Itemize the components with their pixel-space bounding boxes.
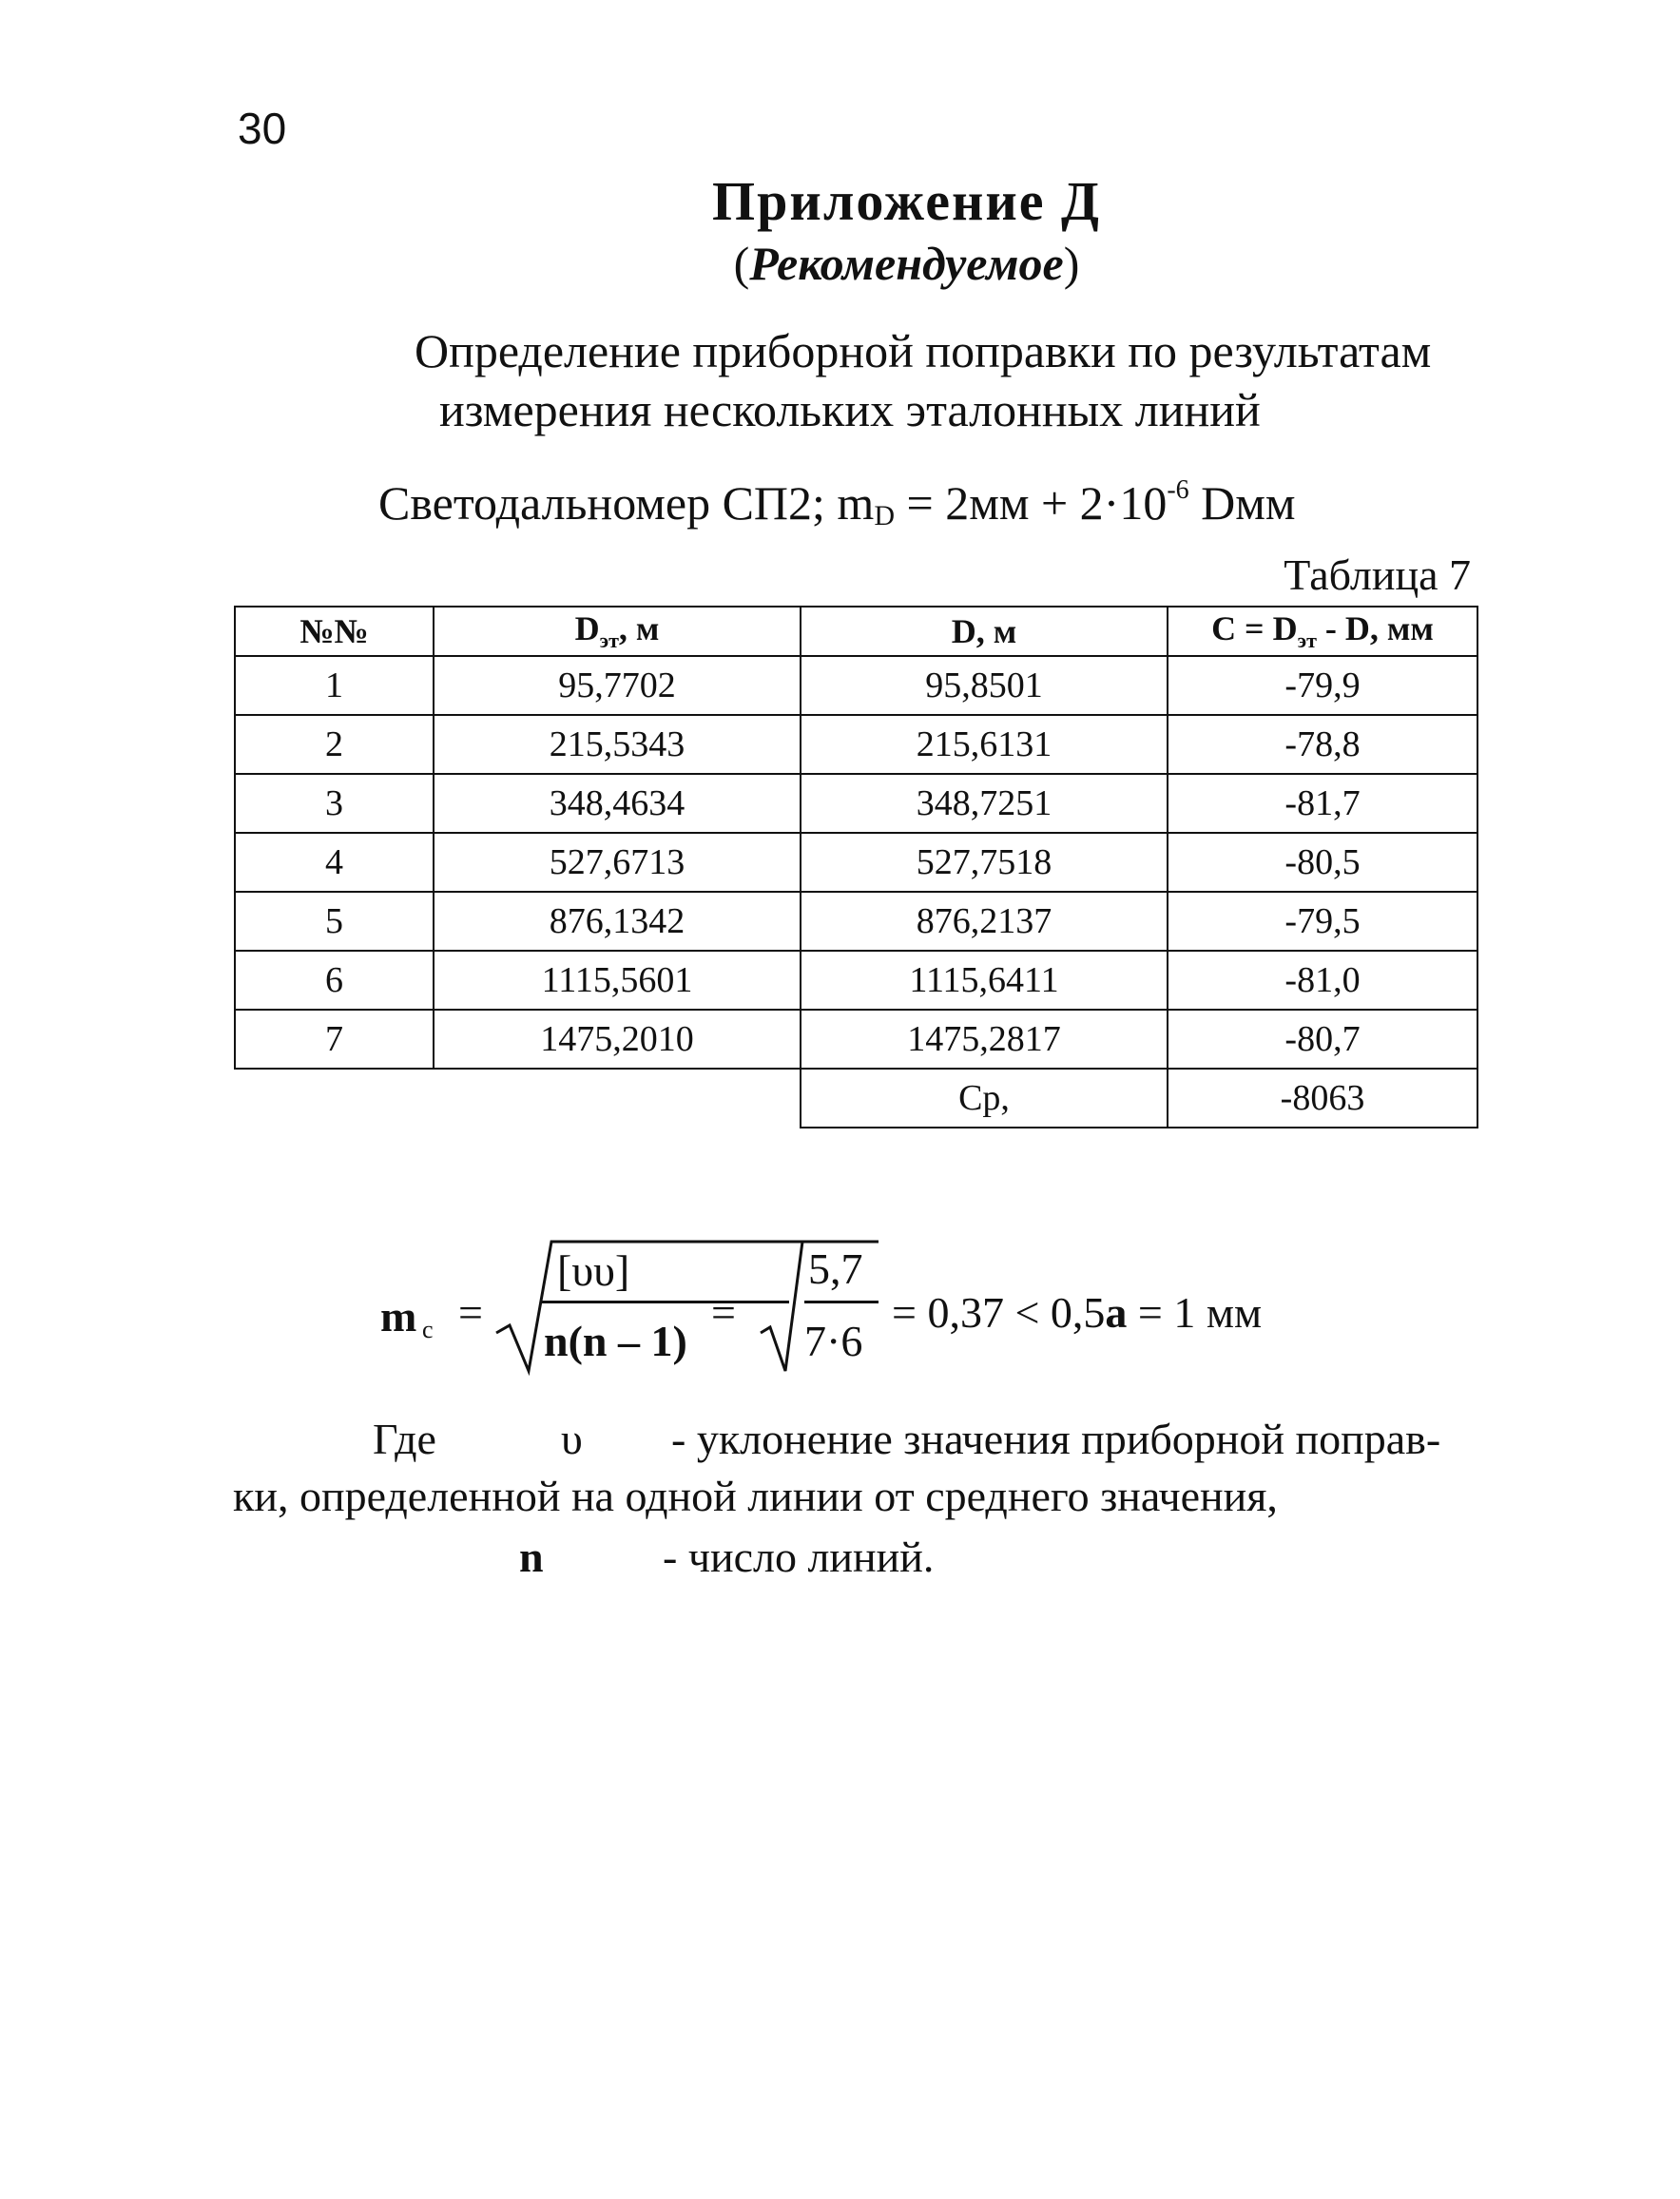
table-caption: Таблица 7 [1284, 550, 1471, 599]
cell-index: 5 [235, 892, 434, 951]
formula-eq-1: = [458, 1288, 483, 1337]
table-row [235, 833, 1477, 892]
symbol-v: υ [561, 1415, 583, 1463]
formula-lhs-sub: c [422, 1316, 434, 1343]
table-row [235, 656, 1477, 715]
cell-correction: -80,7 [1168, 1010, 1477, 1069]
appendix-subtitle-text: Рекомендуемое [749, 237, 1064, 290]
v-description-line-2: ки, определенной на одной линии от среднего значения, [233, 1472, 1278, 1520]
formula-result: = 0,37 < 0,5a = 1 мм [892, 1288, 1263, 1337]
cell-correction: -81,0 [1168, 951, 1477, 1010]
cell-measured-distance: 1115,6411 [801, 951, 1168, 1010]
cell-reference-distance: 95,7702 [434, 656, 801, 715]
header-index: №№ [235, 607, 434, 656]
cell-measured-distance: 348,7251 [801, 774, 1168, 833]
cell-measured-distance: 876,2137 [801, 892, 1168, 951]
cell-index: 4 [235, 833, 434, 892]
fraction-line-2 [804, 1301, 879, 1303]
device-suffix: Dмм [1188, 476, 1296, 530]
device-sup: -6 [1167, 475, 1189, 505]
appendix-subtitle: (Рекомендуемое) [733, 237, 1080, 290]
table-row [235, 951, 1477, 1010]
cell-measured-distance: 1475,2817 [801, 1010, 1168, 1069]
cell-correction: -81,7 [1168, 774, 1477, 833]
cell-correction: -79,9 [1168, 656, 1477, 715]
formula-numerator-1: [υυ] [557, 1246, 630, 1295]
section-heading-line-1: Определение приборной поправки по результатам [415, 324, 1432, 377]
table-row [235, 1010, 1477, 1069]
cell-reference-distance: 527,6713 [434, 833, 801, 892]
cell-index: 1 [235, 656, 434, 715]
summary-value: -8063 [1168, 1069, 1477, 1128]
formula-lhs: m [380, 1292, 417, 1341]
n-description: - число линий. [663, 1533, 935, 1581]
v-description-line-1: - уклонение значения приборной поправ- [671, 1415, 1441, 1463]
blank-cell [434, 1069, 801, 1128]
cell-reference-distance: 1115,5601 [434, 951, 801, 1010]
device-prefix: Светодальномер СП2; m [378, 476, 875, 530]
cell-correction: -79,5 [1168, 892, 1477, 951]
header-correction: $C = D_{эт} - D$, мм [1168, 607, 1477, 656]
cell-reference-distance: 348,4634 [434, 774, 801, 833]
table-header-row [235, 607, 1477, 656]
cell-measured-distance: 215,6131 [801, 715, 1168, 774]
cell-correction: -78,8 [1168, 715, 1477, 774]
cell-measured-distance: 95,8501 [801, 656, 1168, 715]
cell-reference-distance: 876,1342 [434, 892, 801, 951]
blank-cell [235, 1069, 434, 1128]
fraction-line-1 [540, 1301, 789, 1303]
cell-index: 6 [235, 951, 434, 1010]
summary-label: Ср, [801, 1069, 1168, 1128]
table-row [235, 715, 1477, 774]
formula [380, 1236, 1331, 1388]
data-table [234, 606, 1478, 1128]
cell-correction: -80,5 [1168, 833, 1477, 892]
table-row [235, 774, 1477, 833]
cell-reference-distance: 1475,2010 [434, 1010, 801, 1069]
cell-reference-distance: 215,5343 [434, 715, 801, 774]
formula-denominator-1: n(n – 1) [544, 1317, 687, 1365]
formula-numerator-2: 5,7 [808, 1244, 863, 1293]
page-number: 30 [238, 104, 287, 153]
where-label: Где [373, 1415, 436, 1463]
section-heading-line-2: измерения нескольких эталонных линий [439, 383, 1261, 436]
cell-measured-distance: 527,7518 [801, 833, 1168, 892]
formula-denominator-2: 7·6 [804, 1317, 863, 1365]
formula-eq-2: = [711, 1288, 736, 1337]
cell-index: 3 [235, 774, 434, 833]
header-reference-distance: $D_{эт}$, м [434, 607, 801, 656]
device-middle: = 2мм + 2·10 [895, 476, 1168, 530]
device-sub: D [874, 500, 895, 531]
symbol-n: n [519, 1533, 544, 1581]
cell-index: 2 [235, 715, 434, 774]
header-measured-distance: D, м [801, 607, 1168, 656]
table-row [235, 892, 1477, 951]
summary-row [235, 1069, 1477, 1128]
device-spec [378, 475, 1296, 532]
appendix-title: Приложение Д [712, 170, 1101, 232]
cell-index: 7 [235, 1010, 434, 1069]
